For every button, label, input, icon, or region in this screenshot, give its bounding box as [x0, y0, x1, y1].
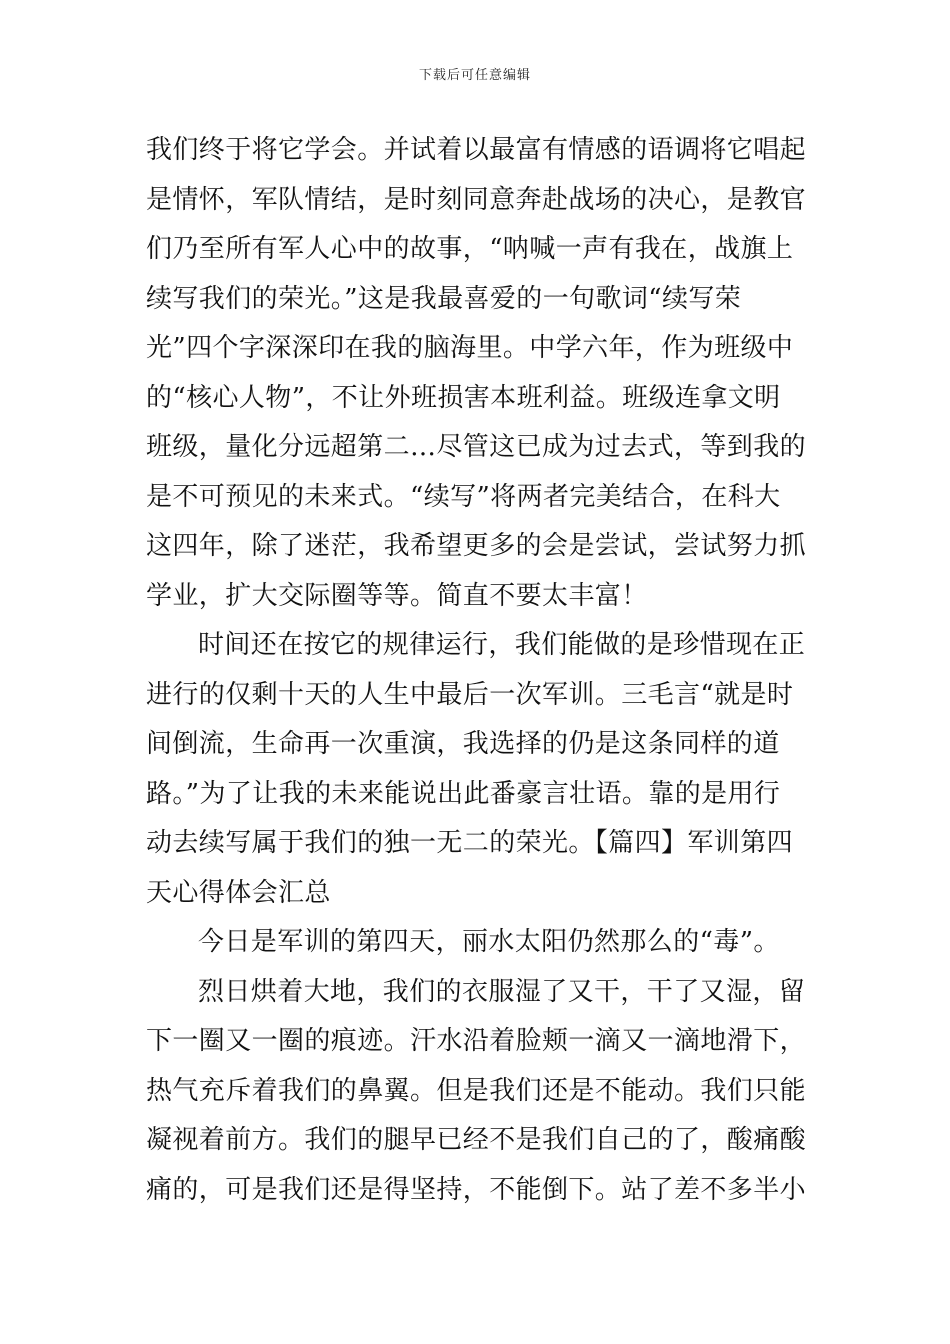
text-line: 的“核心人物”，不让外班损害本班利益。班级连拿文明 — [146, 382, 781, 413]
text-line: 续写我们的荣光。”这是我最喜爱的一句歌词“续写荣 — [146, 283, 742, 314]
text-line: 今日是军训的第四天，丽水太阳仍然那么的“毒”。 — [198, 927, 780, 957]
text-line: 天心得体会汇总 — [146, 877, 331, 908]
text-line: 凝视着前方。我们的腿早已经不是我们自己的了，酸痛酸 — [146, 1125, 807, 1155]
text-line: 时间还在按它的规律运行，我们能做的是珍惜现在正 — [198, 630, 806, 660]
text-line: 热气充斥着我们的鼻翼。但是我们还是不能动。我们只能 — [146, 1075, 807, 1106]
text-line: 们乃至所有军人心中的故事，“呐喊一声有我在，战旗上 — [146, 234, 794, 264]
text-line: 这四年，除了迷茫，我希望更多的会是尝试，尝试努力抓 — [146, 531, 807, 561]
text-line: 学业，扩大交际圈等等。简直不要太丰富！ — [146, 580, 648, 611]
document-body — [146, 126, 810, 1215]
text-line: 我们终于将它学会。并试着以最富有情感的语调将它唱起 — [146, 135, 807, 165]
text-line: 间倒流，生命再一次重演，我选择的仍是这条同样的道 — [146, 729, 780, 759]
text-line: 下一圈又一圈的痕迹。汗水沿着脸颊一滴又一滴地滑下， — [146, 1026, 807, 1056]
text-line: 动去续写属于我们的独一无二的荣光。【篇四】军训第四 — [146, 828, 794, 858]
text-line: 是情怀，军队情结，是时刻同意奔赴战场的决心，是教官 — [146, 184, 807, 215]
text-line: 进行的仅剩十天的人生中最后一次军训。三毛言“就是时 — [146, 679, 794, 710]
text-line: 烈日烘着大地，我们的衣服湿了又干，干了又湿，留 — [198, 976, 806, 1007]
text-line: 光”四个字深深印在我的脑海里。中学六年，作为班级中 — [146, 333, 794, 363]
text-line: 路。”为了让我的未来能说出此番豪言壮语。靠的是用行 — [146, 778, 781, 809]
text-line: 痛的，可是我们还是得坚持，不能倒下。站了差不多半小 — [146, 1174, 807, 1205]
text-line: 班级，量化分远超第二…尽管这已成为过去式，等到我的 — [146, 432, 807, 462]
text-line: 是不可预见的未来式。“续写”将两者完美结合，在科大 — [146, 481, 781, 512]
page-header-note: 下载后可任意编辑 — [418, 68, 531, 83]
